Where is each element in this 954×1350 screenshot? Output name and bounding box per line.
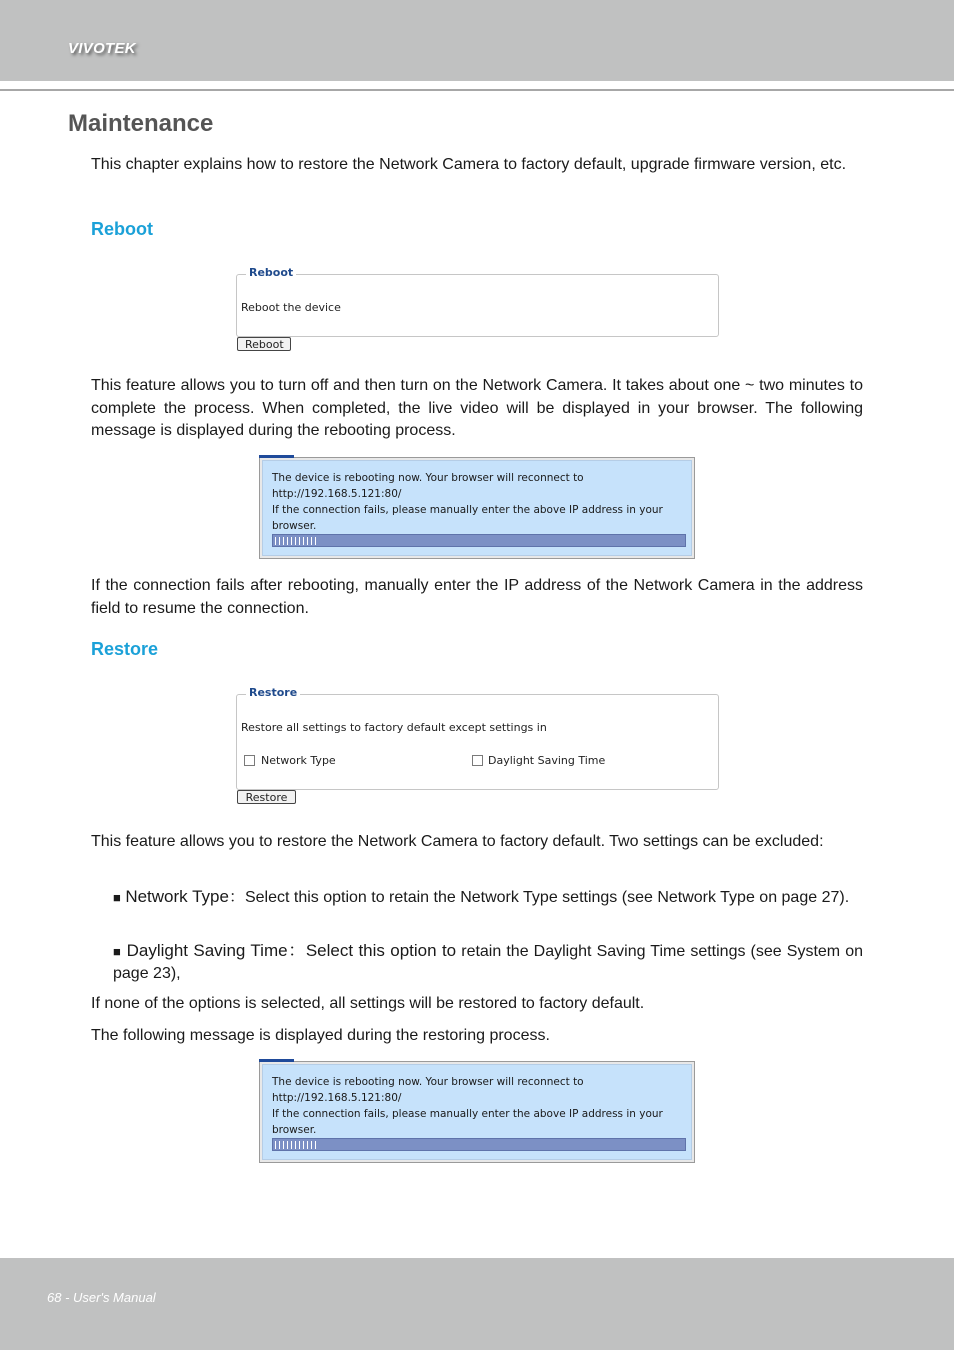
bullet-mark: ■ xyxy=(113,944,122,959)
message-url: http://192.168.5.121:80/ xyxy=(272,1092,402,1104)
bullet-term: Network Type xyxy=(125,887,229,906)
reboot-paragraph: This feature allows you to turn off and then turn on the Network Camera. It takes about one ~ two minutes to complete the process. When completed, the live video will be displayed in your browser. The following message is displayed during the rebooting process. xyxy=(91,377,863,439)
bullet-term: Daylight Saving Time xyxy=(126,941,288,960)
restoring-message-paragraph: The following message is displayed during the restoring process. xyxy=(91,1027,550,1044)
bullet-description: retain the Daylight Saving Time settings (see System on page 23), xyxy=(113,943,863,982)
progress-fill xyxy=(275,537,316,545)
header-divider xyxy=(0,89,954,91)
restore-description: Restore all settings to factory default except settings in xyxy=(241,721,547,734)
message-line: browser. xyxy=(272,520,317,532)
network-type-checkbox[interactable] xyxy=(244,755,255,766)
restore-paragraph: This feature allows you to restore the Network Camera to factory default. Two settings can be excluded: xyxy=(91,833,824,850)
daylight-saving-label: Daylight Saving Time xyxy=(488,754,606,767)
message-panel xyxy=(262,460,692,556)
message-line: The device is rebooting now. Your browser will reconnect to xyxy=(272,472,584,484)
reboot-message-box xyxy=(259,457,695,559)
bullet-network-type xyxy=(113,886,863,909)
message-tab xyxy=(259,1059,294,1062)
message-line: If the connection fails, please manually enter the above IP address in your xyxy=(272,504,663,516)
reboot-description: Reboot the device xyxy=(241,301,341,314)
restore-legend: Restore xyxy=(246,686,300,699)
message-line: If the connection fails, please manually enter the above IP address in your xyxy=(272,1108,663,1120)
bullet-lead: Select this option to xyxy=(305,941,457,960)
footer-page-label: 68 - User's Manual xyxy=(47,1290,156,1305)
progress-fill xyxy=(275,1141,316,1149)
reboot-progress-bar xyxy=(272,534,686,547)
reboot-heading: Reboot xyxy=(91,219,153,239)
message-tab xyxy=(259,455,294,458)
message-line: browser. xyxy=(272,1124,317,1136)
message-panel xyxy=(262,1064,692,1160)
bullet-mark: ■ xyxy=(113,890,121,905)
bullet-daylight-saving xyxy=(113,940,863,985)
network-type-label: Network Type xyxy=(261,754,336,767)
bullet-description: Select this option to retain the Network Type settings (see Network Type on page 27). xyxy=(244,889,850,906)
reboot-button[interactable]: Reboot xyxy=(237,337,291,351)
page-title: Maintenance xyxy=(68,110,214,137)
none-selected-paragraph: If none of the options is selected, all settings will be restored to factory default. xyxy=(91,995,645,1012)
connection-fail-paragraph: If the connection fails after rebooting, manually enter the IP address of the Network Camera in the address field to resume the connection. xyxy=(91,577,863,617)
intro-paragraph: This chapter explains how to restore the Network Camera to factory default, upgrade firmware version, etc. xyxy=(91,156,847,173)
restore-fieldset xyxy=(236,686,719,790)
message-line: The device is rebooting now. Your browser will reconnect to xyxy=(272,1076,584,1088)
restore-message-box xyxy=(259,1061,695,1163)
reboot-fieldset xyxy=(236,266,719,337)
bullet-separator: ： xyxy=(228,889,245,906)
restore-heading: Restore xyxy=(91,639,159,659)
header-bar xyxy=(0,0,954,81)
daylight-saving-checkbox[interactable] xyxy=(472,755,483,766)
vivotek-logo: VIVOTEK xyxy=(68,40,136,57)
reboot-legend: Reboot xyxy=(246,266,296,279)
restore-progress-bar xyxy=(272,1138,686,1151)
message-url: http://192.168.5.121:80/ xyxy=(272,488,402,500)
bullet-separator: ： xyxy=(287,941,306,960)
restore-button[interactable]: Restore xyxy=(237,790,296,804)
